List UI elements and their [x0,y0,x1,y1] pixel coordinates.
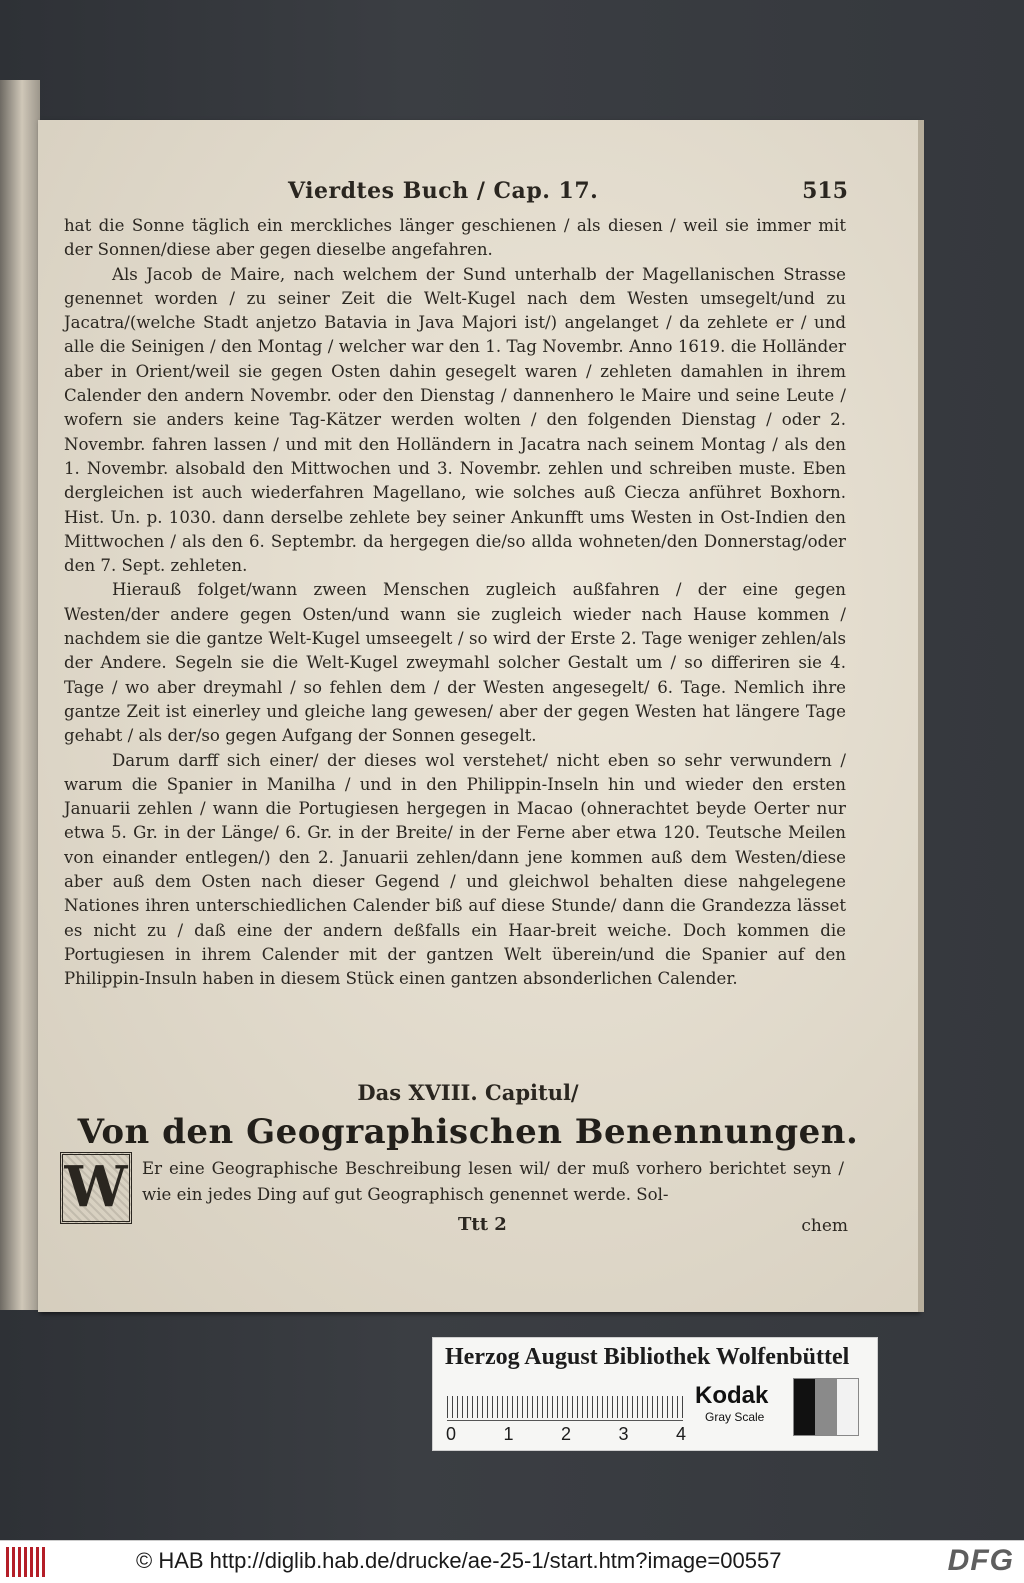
footer-bar [0,1540,1024,1583]
scale-ruler [447,1384,683,1421]
paragraph: hat die Sonne täglich ein merckliches länger geschienen / als diesen / weil sie immer mit der Sonnen/diese aber gegen dieselbe angefahren. [64,216,846,260]
signature-mark: Ttt 2 [458,1214,507,1235]
gray-patch [837,1379,858,1435]
page-number: 515 [802,178,848,204]
ruler-label: 2 [560,1424,571,1444]
kodak-logo: Kodak [695,1382,769,1409]
paragraph: Hierauß folget/wann zween Menschen zugleich außfahren / der eine gegen Westen/der andere gegen Osten/und wann sie zugleich wieder nach Hause kommen / nachdem sie die gantze Welt-Kugel umseegelt / so wird der Erste 2. Tage weniger zehlen/als der Andere. Segeln sie die Welt-Kugel zweymahl solcher Gestalt um / so differiren sie 4. Tage / wo aber dreymahl / so fehlen dem / der Westen angesegelt/ 6. Tage. Nemlich ihre gantze Zeit ist einerley und gleiche lang gewesen/ aber der gegen Westen hat längere Tage gehabt / als der/so gegen Aufgang der Sonnen gesegelt. [64,580,846,746]
running-head [288,178,848,212]
ruler-label: 4 [675,1424,686,1444]
hab-logo-icon [6,1547,48,1577]
previous-page-edge [0,80,40,1310]
section-title: Von den Geographischen Benennungen. [77,1112,859,1152]
body-text [64,214,846,992]
library-name: Herzog August Bibliothek Wolfenbüttel [445,1344,850,1370]
running-title: Vierdtes Buch / Cap. 17. [288,178,599,204]
library-color-card [432,1337,878,1451]
gray-patch [794,1379,815,1435]
ruler-labels [441,1424,691,1445]
page-edge [918,120,924,1312]
chapter-heading: Das XVIII. Capitul/ [357,1080,579,1105]
gray-patch [815,1379,836,1435]
ruler-label: 3 [618,1424,629,1444]
paragraph: Als Jacob de Maire, nach welchem der Sund unterhalb der Magellanischen Strasse genennet worden / zu seiner Zeit die Welt-Kugel nach dem Westen umsegelt/und zu Jacatra/(welche Stadt anjetzo Batavia in Java Majori ist/) angelanget / da zehlete er / und alle die Seinigen / den Montag / welcher war den 1. Tag Novembr. Anno 1619. die Holländer aber in Orient/weil sie gegen Osten dahin gesegelt waren / zehleten damahlen in ihrem Calender den andern Novembr. oder den Dienstag / dannenhero le Maire und seine Leute / wofern sie anders keine Tag-Kätzer werden wolten / den folgenden Dienstag / oder 2. Novembr. fahren lassen / und mit den Holländern in Jacatra nach seinem Montag / als den 1. Novembr. alsobald den Mittwochen und 3. Novembr. zehlen und schreiben muste. Eben dergleichen ist auch wiederfahren Magellano, wie solches auß Ciecza anführet Boxhorn. Hist. Un. p. 1030. dann derselbe zehlete bey seiner Ankunfft ums Westen in Ost-Indien den Mittwochen / als den 6. Septembr. da hergegen die/so allda wohneten/den Donnerstag/oder den 7. Sept. zehleten. [64,264,846,576]
dfg-logo: DFG [947,1544,1014,1577]
book-page [38,120,918,1312]
catchword: chem [801,1216,848,1236]
intro-text: Er eine Geographische Beschreibung lesen wil/ der muß vorhero berichtet seyn / wie ein jedes Ding auf gut Geographisch genennet werde. Sol- [142,1159,844,1204]
ruler-label: 1 [503,1424,514,1444]
gray-scale-patches [793,1378,859,1436]
footer-url[interactable]: © HAB http://diglib.hab.de/drucke/ae-25-1/start.htm?image=00557 [136,1548,782,1573]
ruler-label: 0 [445,1424,456,1444]
drop-cap: W [60,1152,132,1224]
paragraph: Darum darff sich einer/ der dieses wol verstehet/ nicht eben so sehr verwundern / warum die Spanier in Manilha / und in den Philippin-Inseln hin und wieder den ersten Januarii zehlen / wann die Portugiesen hergegen in Macao (ohnerachtet beyde Oerter nur etwa 5. Gr. in der Länge/ 6. Gr. in der Breite/ in der Ferne aber etwa 120. Teutsche Meilen von einander entlegen/) den 2. Januarii zehlen/dann jene kommen auß dem Westen/diese aber auß dem Osten nach dieser Gegend / und gleichwol behalten diese nahgelegene Nationes ihren unterschiedlichen Calender biß auf diese Stunde/ dann die Grandezza lässet es nicht zu / daß eine der andern deßfalls ein Haar-breit weiche. Doch kommen die Portugiesen in ihrem Calender mit der gantzen Welt überein/und die Spanier auf den Philippin-Insuln haben in diesem Stück einen gantzen absonderlichen Calender. [64,750,846,989]
kodak-subtitle: Gray Scale [705,1410,765,1424]
